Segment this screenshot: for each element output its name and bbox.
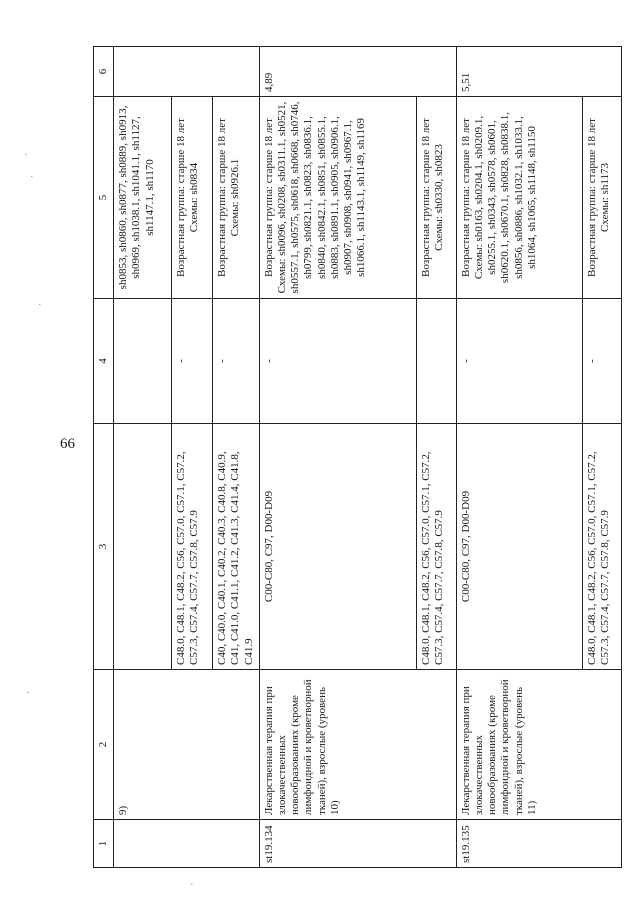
cell-name: Лекарственная терапия при злокачественных новообразованиях (кроме лимфоидной и кроветворной тканей), взрослые (уровень 11)	[456, 670, 621, 820]
header-col-2: 2	[94, 670, 114, 820]
cell-age-schemes: Возрастная группа: старше 18 лет Схемы: sh0163, sh0204.1, sh0209.1, sh0255.1, sh0343, sh0578, sh0601, sh0620.1, sh0670.1, sh0828, sh0838.1, sh0856, sh0886, sh1032.1, sh1033.1, sh1064, sh1065, sh1148, sh1150	[456, 97, 582, 299]
header-col-3: 3	[94, 424, 114, 670]
cell-col4-dash: -	[456, 299, 582, 424]
header-col-1: 1	[94, 820, 114, 868]
table-row	[114, 47, 172, 868]
table-row	[456, 47, 582, 868]
page-number: 66	[60, 436, 75, 452]
scan-speck: ·	[30, 171, 34, 183]
cell-age-schemes: Возрастная группа: старше 18 лет Схемы: sh0834	[172, 97, 213, 299]
cell-col4-empty	[114, 299, 172, 424]
scan-speck: ·	[190, 879, 194, 891]
cell-diagnosis-codes: C48.0, C48.1, C48.2, C56, C57.0, C57.1, C57.2, C57.3, C57.4, C57.7, C57.8, C57.9	[416, 424, 456, 670]
header-col-5: 5	[94, 97, 114, 299]
cell-name-continuation: 9)	[114, 670, 260, 820]
cell-code: st19.135	[456, 820, 621, 868]
table-header-row	[94, 47, 114, 868]
cell-diagnosis-codes: C00-C80, C97, D00-D09	[259, 424, 416, 670]
rotated-table-wrapper	[93, 47, 611, 868]
cell-diagnosis-codes: C48.0, C48.1, C48.2, C56, C57.0, C57.1, C57.2, C57.3, C57.4, C57.7, C57.8, C57.9	[172, 424, 213, 670]
cell-code: st19.134	[259, 820, 456, 868]
cell-coefficient-empty	[114, 47, 260, 97]
cell-coefficient: 4,89	[259, 47, 456, 97]
cell-age-schemes: Возрастная группа: старше 18 лет Схемы: sh1173	[582, 97, 621, 299]
cell-col4-empty	[416, 299, 456, 424]
cell-diagnosis-codes: C48.0, C48.1, C48.2, C56, C57.0, C57.1, C57.2, C57.3, C57.4, C57.7, C57.8, C57.9	[582, 424, 621, 670]
cell-age-schemes: Возрастная группа: старше 18 лет Схемы: sh0926.1	[213, 97, 260, 299]
tariff-table	[93, 46, 622, 868]
cell-diagnosis-empty	[114, 424, 172, 670]
cell-col4-dash: -	[582, 299, 621, 424]
cell-col4-dash: -	[259, 299, 416, 424]
cell-col4-dash: -	[172, 299, 213, 424]
cell-schemes: sh0853, sh0860, sh0877, sh0889, sh0913, sh0969, sh1038.1, sh1041.1, sh1127, sh1147.1, sh1170	[114, 97, 172, 299]
cell-age-schemes: Возрастная группа: старше 18 лет Схемы: sh0096, sh0208, sh0311.1, sh0521, sh0557.1, sh0575, sh0618, sh0668, sh0746, sh0799, sh0821.1, sh0823, sh0836.1, sh0840, sh0842.1, sh0851, sh0855.1, sh0883, sh0891.1, sh0905, sh0906.1, sh0907, sh0908, sh0941, sh0967.1, sh1066.1, sh1143.1, sh1149, sh1169	[259, 97, 416, 299]
cell-code-empty	[114, 820, 260, 868]
table-row	[259, 47, 416, 868]
cell-age-schemes: Возрастная группа: старше 18 лет Схемы: sh0330, sh0823	[416, 97, 456, 299]
header-col-4: 4	[94, 299, 114, 424]
cell-diagnosis-codes: C40, C40.0, C40.1, C40.2, C40.3, C40.8, C40.9, C41, C41.0, C41.1, C41.2, C41.3, C41.4, C41.8, C41.9	[213, 424, 260, 670]
table-frame	[93, 47, 611, 868]
scan-speck: ·	[24, 149, 28, 161]
cell-name: Лекарственная терапия при злокачественных новообразованиях (кроме лимфоидной и кроветворной тканей), взрослые (уровень 10)	[259, 670, 456, 820]
cell-diagnosis-codes: C00-C80, C97, D00-D09	[456, 424, 582, 670]
cell-col4-dash: -	[213, 299, 260, 424]
scan-speck: ·	[38, 299, 42, 311]
scan-speck: ·	[26, 687, 30, 699]
cell-coefficient: 5,51	[456, 47, 621, 97]
header-col-6: 6	[94, 47, 114, 97]
